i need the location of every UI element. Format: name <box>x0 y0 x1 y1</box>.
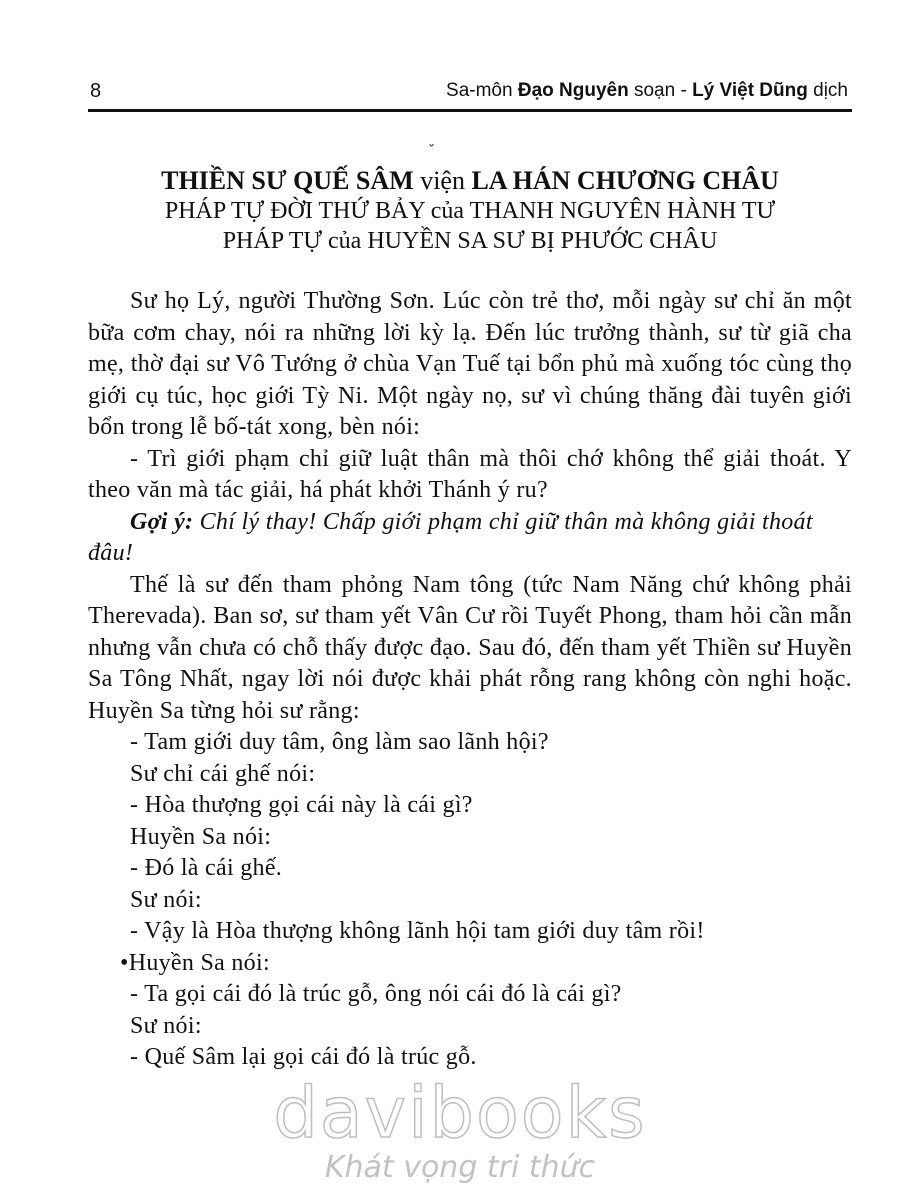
bullet-mark: • <box>120 949 129 976</box>
page-number: 8 <box>90 80 102 102</box>
credit-mid: soạn - <box>628 80 693 101</box>
note-text: Chí lý thay! Chấp giới phạm chỉ giữ thân mà không giải thoát đâu! <box>88 508 813 566</box>
dialog-line: - Vậy là Hòa thượng không lãnh hội tam giới duy tâm rồi! <box>130 918 705 944</box>
body-text <box>88 286 852 1074</box>
dialog-line: •Huyền Sa nói: <box>120 949 270 976</box>
ink-speck: ˇ <box>428 143 435 159</box>
dialog-line: - Quế Sâm lại gọi cái đó là trúc gỗ. <box>130 1044 477 1070</box>
commentary-note <box>88 507 852 570</box>
paragraph-story: Thế là sư đến tham phỏng Nam tông (tức Nam Năng chứ không phải Therevada). Ban sơ, sư tham yết Vân Cư rồi Tuyết Phong, tham hỏi cần mẫn nhưng vẫn chưa có chỗ thấy được đạo. Sau đó, đến tham yết Thiền sư Huyền Sa Tông Nhất, ngay lời nói được khải phát rỗng rang không còn nghi hoặc. Huyền Sa từng hỏi sư rằng: <box>88 571 852 724</box>
dialog-line: - Đó là cái ghế. <box>130 855 283 881</box>
quote-line: - Trì giới phạm chỉ giữ luật thân mà thôi chớ không thể giải thoát. Y theo văn mà tác giải, há phát khởi Thánh ý ru? <box>88 445 852 503</box>
credit-suffix: dịch <box>807 80 848 101</box>
dialog-line: Sư nói: <box>130 1012 202 1039</box>
credit-prefix: Sa-môn <box>446 80 518 101</box>
running-header <box>88 80 848 112</box>
author-name: Đạo Nguyên <box>517 80 629 101</box>
title-line-3: PHÁP TỰ của HUYỀN SA SƯ BỊ PHƯỚC CHÂU <box>222 228 718 254</box>
note-label: Gợi ý: <box>130 508 194 535</box>
dialog-line: Sư nói: <box>130 886 202 913</box>
watermark-logo: davibooks <box>273 1072 647 1154</box>
watermark-tagline: Khát vọng tri thức <box>324 1150 596 1185</box>
title-line-2: PHÁP TỰ ĐỜI THỨ BẢY của THANH NGUYÊN HÀNH TƯ <box>164 198 776 224</box>
dialog-line: - Tam giới duy tâm, ông làm sao lãnh hội? <box>130 729 549 755</box>
title-line-1: THIỀN SƯ QUẾ SÂM viện LA HÁN CHƯƠNG CHÂU <box>161 166 779 195</box>
running-title <box>446 80 848 102</box>
dialog-line: - Hòa thượng gọi cái này là cái gì? <box>130 792 473 818</box>
publisher-watermark <box>250 1072 670 1185</box>
header-rule <box>88 109 852 112</box>
dialog-line: Huyền Sa nói: <box>130 823 272 850</box>
dialog-line: Sư chỉ cái ghế nói: <box>130 760 316 787</box>
paragraph-intro: Sư họ Lý, người Thường Sơn. Lúc còn trẻ thơ, mỗi ngày sư chỉ ăn một bữa cơm chay, nói ra những lời kỳ lạ. Đến lúc trưởng thành, sư từ giã cha mẹ, thờ đại sư Vô Tướng ở chùa Vạn Tuế tại bổn phủ mà xuống tóc cùng thọ giới cụ túc, học giới Tỳ Ni. Một ngày nọ, sư vì chúng thăng đài tuyên giới bổn trong lễ bố-tát xong, bèn nói: <box>88 288 852 440</box>
chapter-title <box>100 166 840 256</box>
translator-name: Lý Việt Dũng <box>692 80 808 101</box>
dialog-line: - Ta gọi cái đó là trúc gỗ, ông nói cái đó là cái gì? <box>130 981 622 1007</box>
